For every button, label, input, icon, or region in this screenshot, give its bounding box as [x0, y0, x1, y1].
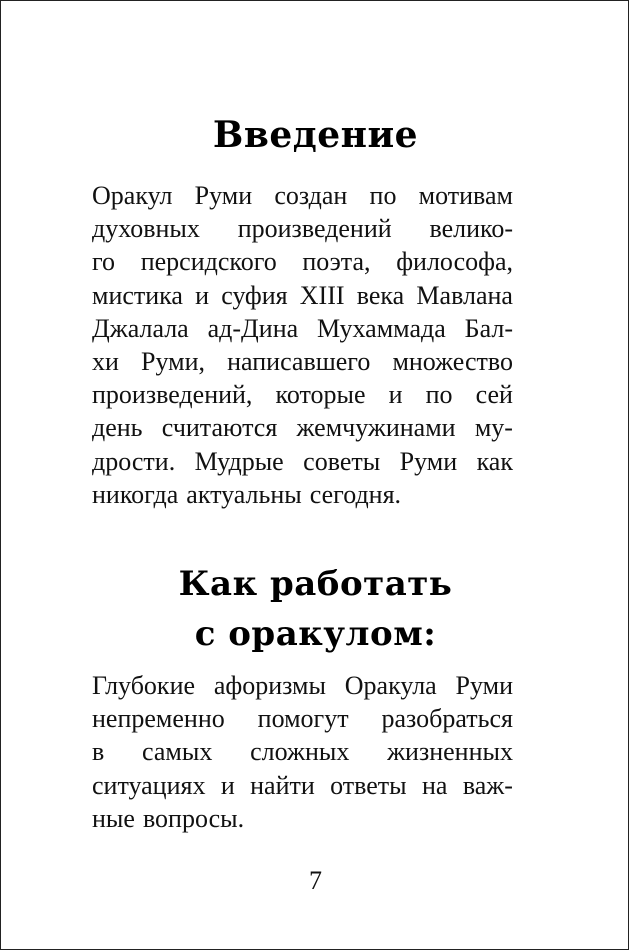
word: ответы: [330, 770, 407, 800]
word: вопросы.: [142, 803, 245, 833]
intro-line: [92, 378, 513, 411]
word: мистика: [92, 280, 183, 310]
word: советы: [303, 446, 381, 476]
word: Руми,: [141, 346, 206, 376]
word: Руми: [455, 671, 513, 700]
word: день: [92, 413, 143, 443]
word: хи: [92, 346, 119, 376]
word: разобраться: [381, 704, 513, 734]
word: в: [92, 737, 105, 767]
intro-line: [92, 312, 513, 345]
word: ад-Дина: [207, 313, 299, 343]
word: непременно: [92, 704, 225, 734]
word: Джалала: [92, 313, 189, 343]
word: афоризмы: [213, 671, 326, 700]
word: и: [220, 770, 235, 800]
word: Оракул: [92, 181, 173, 210]
word: духовных: [92, 214, 200, 244]
howto-line: [92, 802, 513, 835]
word: создан: [274, 181, 348, 210]
intro-line: [92, 478, 513, 511]
howto-heading: [1, 559, 629, 659]
word: актуальны: [186, 479, 302, 509]
word: XIII: [299, 280, 345, 310]
word: Руми: [399, 446, 458, 476]
howto-paragraph: [92, 669, 513, 835]
intro-line: [92, 179, 513, 212]
word: Мудрые: [194, 446, 284, 476]
word: мотивам: [418, 181, 513, 210]
word: считаются: [161, 413, 278, 443]
word: на: [422, 770, 448, 800]
howto-line: [92, 735, 513, 768]
word: сей: [475, 380, 513, 410]
word: поэта,: [302, 247, 371, 277]
word: произведений: [237, 214, 392, 244]
word: века: [356, 280, 405, 310]
word: го: [92, 247, 116, 277]
howto-line: [92, 702, 513, 735]
word: Мухаммада: [317, 313, 446, 343]
howto-line: [92, 769, 513, 802]
word: по: [425, 380, 453, 410]
word: множество: [392, 346, 513, 376]
word: по: [369, 181, 397, 210]
word: никогда: [92, 479, 179, 509]
word: дрости.: [92, 446, 176, 476]
intro-line: [92, 245, 513, 278]
page-number: 7: [309, 866, 322, 895]
word: которые: [275, 380, 366, 410]
word: персидского: [140, 247, 277, 277]
word: му-: [474, 413, 513, 443]
intro-line: [92, 212, 513, 245]
intro-line: [92, 345, 513, 378]
word: ситуациях: [92, 770, 206, 800]
word: как: [476, 446, 513, 476]
howto-heading-line-1: Как работать: [178, 564, 453, 604]
word: самых: [142, 737, 213, 767]
word: жизненных: [387, 737, 513, 767]
word: Руми: [194, 181, 253, 210]
word: ные: [92, 803, 135, 833]
word: жемчужинами: [296, 413, 456, 443]
word: и: [388, 380, 403, 410]
intro-line: [92, 411, 513, 444]
word: помогут: [257, 704, 349, 734]
word: философа,: [396, 247, 513, 277]
howto-line: [92, 669, 513, 702]
word: велико-: [429, 214, 513, 244]
word: суфия: [221, 280, 288, 310]
word: написавшего: [227, 346, 371, 376]
intro-line: [92, 279, 513, 312]
word: и: [195, 280, 210, 310]
intro-line: [92, 445, 513, 478]
intro-heading: Введение: [212, 114, 419, 156]
intro-paragraph: [92, 179, 513, 511]
word: Оракула: [344, 671, 437, 700]
word: Мавлана: [416, 280, 513, 310]
word: Глубокие: [92, 671, 196, 700]
howto-heading-line-2: с оракулом:: [194, 614, 437, 654]
word: Бал-: [464, 313, 513, 343]
word: сегодня.: [309, 479, 402, 509]
word: сложных: [250, 737, 350, 767]
word: произведений,: [92, 380, 253, 410]
word: важ-: [462, 770, 513, 800]
word: найти: [250, 770, 315, 800]
